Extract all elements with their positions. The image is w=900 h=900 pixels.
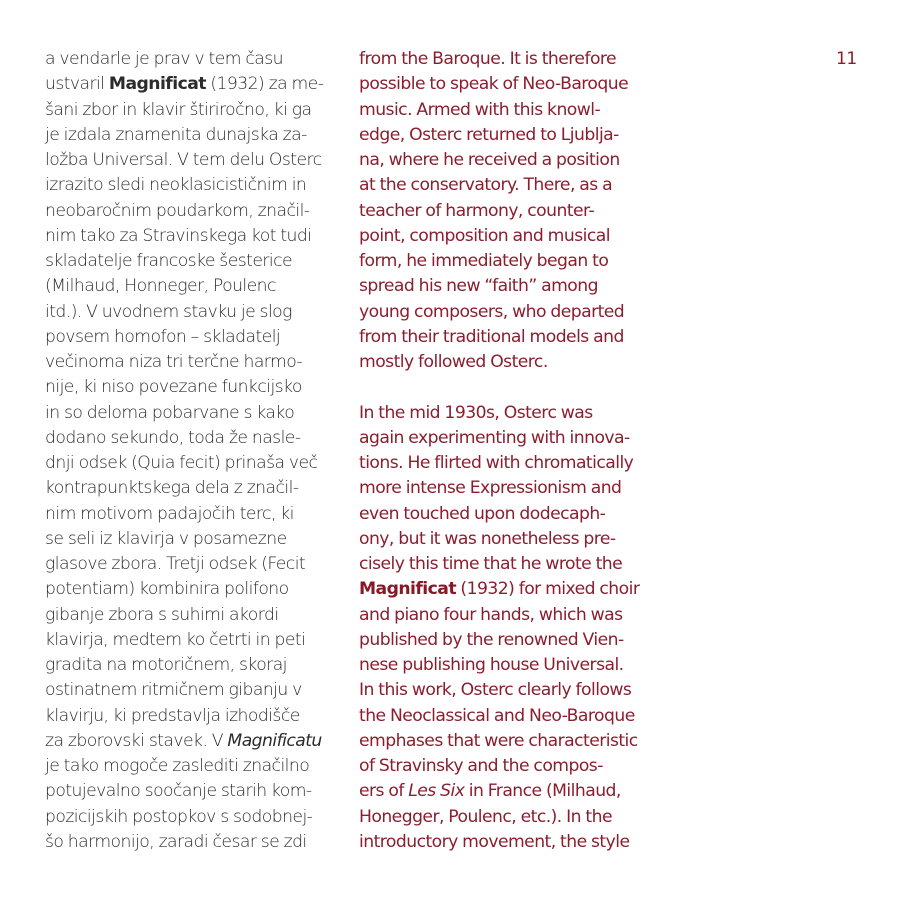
line-text: za zborovski stavek. V bbox=[45, 730, 228, 751]
text-line bbox=[45, 704, 300, 729]
line-text: itd.). V uvodnem stavku je slog bbox=[45, 301, 292, 322]
bold-title: Magnificat bbox=[359, 579, 457, 600]
text-line bbox=[359, 300, 624, 325]
text-line bbox=[359, 173, 612, 198]
text-line bbox=[45, 199, 309, 224]
line-text: In the mid 1930s, Osterc was bbox=[359, 402, 593, 423]
line-text: form, he immediately began to bbox=[359, 251, 609, 271]
line-text: šo harmonijo, zaradi česar se zdi bbox=[45, 831, 307, 852]
text-line bbox=[359, 274, 598, 299]
line-text: nim motivom padajočih terc, ki bbox=[45, 503, 294, 524]
text-line bbox=[45, 729, 322, 754]
text-line bbox=[45, 779, 312, 804]
line-text: again experimenting with innova- bbox=[359, 427, 630, 448]
text-line bbox=[45, 47, 283, 72]
line-text: skladatelje francoske šesterice bbox=[45, 251, 293, 271]
line-text: potujevalno soočanje starih kom- bbox=[45, 781, 312, 802]
text-line bbox=[45, 325, 280, 350]
text-line bbox=[359, 426, 630, 451]
text-line bbox=[359, 502, 605, 527]
text-line bbox=[45, 830, 307, 855]
line-text: nim tako za Stravinskega kot tudi bbox=[45, 225, 312, 246]
line-text: šani zbor in klavir štiriročno, ki ga bbox=[45, 99, 312, 120]
line-text: edge, Osterc returned to Ljublja- bbox=[359, 124, 619, 145]
text-line bbox=[359, 830, 630, 855]
line-text: possible to speak of Neo-Baroque bbox=[359, 74, 629, 95]
line-text: from their traditional models and bbox=[359, 326, 624, 347]
slovenian-text-column bbox=[45, 47, 340, 855]
line-text: klavirju, ki predstavlja izhodišče bbox=[45, 705, 300, 726]
line-text: ony, but it was nonetheless pre- bbox=[359, 528, 616, 549]
text-line bbox=[45, 375, 302, 400]
text-line bbox=[45, 451, 317, 476]
line-text: kontrapunktskega dela z značil- bbox=[45, 478, 299, 499]
line-text: more intense Expressionism and bbox=[359, 478, 622, 499]
italic-title: Magnificatu bbox=[227, 730, 322, 751]
text-line bbox=[45, 552, 305, 577]
text-line bbox=[45, 300, 292, 325]
line-text: je tako mogoče zaslediti značilno bbox=[45, 756, 310, 776]
text-line bbox=[45, 72, 323, 97]
text-line bbox=[45, 603, 279, 628]
line-text: tions. He flirted with chromatically bbox=[359, 453, 634, 473]
text-line bbox=[359, 98, 600, 123]
text-line bbox=[359, 325, 624, 350]
text-line bbox=[45, 426, 301, 451]
text-line bbox=[45, 98, 311, 123]
line-text: of Stravinsky and the compos- bbox=[359, 756, 603, 776]
text-line bbox=[45, 678, 302, 703]
text-line bbox=[359, 350, 548, 375]
line-text: point, composition and musical bbox=[359, 225, 610, 246]
line-text: neobaročnim poudarkom, značil- bbox=[45, 200, 310, 221]
text-line bbox=[45, 350, 302, 375]
line-text: in France (Milhaud, bbox=[464, 781, 621, 802]
line-text: published by the renowned Vien- bbox=[359, 629, 624, 650]
text-line bbox=[359, 603, 623, 628]
line-text: dodano sekundo, toda že nasle- bbox=[45, 427, 301, 448]
line-text: (1932) for mixed choir bbox=[456, 579, 640, 600]
text-line bbox=[359, 678, 631, 703]
line-text: the Neoclassical and Neo-Baroque bbox=[359, 705, 635, 726]
text-line bbox=[359, 199, 594, 224]
paragraph-break bbox=[359, 375, 659, 400]
text-line bbox=[45, 653, 287, 678]
text-line bbox=[359, 628, 624, 653]
line-text: klavirja, medtem ko četrti in peti bbox=[45, 629, 306, 650]
bold-title: Magnificat bbox=[108, 74, 206, 95]
line-text: nije, ki niso povezane funkcijsko bbox=[45, 377, 302, 398]
line-text: glasove zbora. Tretji odsek (Fecit bbox=[45, 554, 306, 574]
line-text: ostinatnem ritmičnem gibanju v bbox=[45, 680, 302, 701]
line-text: povsem homofon – skladatelj bbox=[45, 326, 281, 347]
line-text: ložba Universal. V tem delu Osterc bbox=[45, 150, 322, 170]
page-number: 11 bbox=[836, 49, 857, 69]
text-line bbox=[359, 527, 616, 552]
text-line bbox=[359, 47, 616, 72]
text-line bbox=[45, 628, 305, 653]
text-line bbox=[45, 123, 307, 148]
text-line bbox=[45, 577, 289, 602]
line-text: ers of bbox=[359, 781, 409, 802]
line-text: young composers, who departed bbox=[359, 301, 625, 322]
text-line bbox=[359, 779, 621, 804]
line-text: at the conservatory. There, as a bbox=[359, 175, 613, 196]
line-text: ustvaril bbox=[45, 74, 109, 95]
line-text: mostly followed Osterc. bbox=[359, 352, 548, 372]
text-line bbox=[45, 502, 294, 527]
line-text: in so deloma pobarvane s kako bbox=[45, 402, 295, 423]
line-text: večinoma niza tri terčne harmo- bbox=[45, 352, 303, 372]
line-text: gradita na motoričnem, skoraj bbox=[45, 655, 287, 675]
english-text-column bbox=[359, 47, 659, 855]
line-text: teacher of harmony, counter- bbox=[359, 200, 595, 221]
text-line bbox=[359, 754, 603, 779]
text-line bbox=[359, 72, 628, 97]
text-line bbox=[359, 401, 593, 426]
text-line bbox=[359, 805, 612, 830]
line-text: na, where he received a position bbox=[359, 150, 620, 170]
text-line bbox=[45, 249, 292, 274]
line-text: potentiam) kombinira polifono bbox=[45, 579, 289, 600]
line-text: emphases that were characteristic bbox=[359, 730, 638, 751]
line-text: spread his new “faith” among bbox=[359, 276, 598, 297]
text-line bbox=[359, 577, 639, 602]
text-line bbox=[45, 274, 276, 299]
line-text: gibanje zbora s suhimi akordi bbox=[45, 604, 279, 625]
text-line bbox=[45, 754, 309, 779]
line-text: introductory movement, the style bbox=[359, 831, 630, 852]
text-line bbox=[45, 805, 312, 830]
italic-title: Les Six bbox=[408, 781, 465, 802]
text-line bbox=[45, 224, 311, 249]
text-line bbox=[359, 249, 608, 274]
line-text: (Milhaud, Honneger, Poulenc bbox=[45, 276, 276, 297]
text-line bbox=[45, 476, 299, 501]
text-line bbox=[359, 123, 619, 148]
text-line bbox=[45, 527, 287, 552]
line-text: and piano four hands, which was bbox=[359, 604, 623, 625]
line-text: a vendarle je prav v tem času bbox=[45, 49, 283, 69]
line-text: from the Baroque. It is therefore bbox=[359, 49, 617, 69]
line-text: Honegger, Poulenc, etc.). In the bbox=[359, 806, 612, 827]
line-text: se seli iz klavirja v posamezne bbox=[45, 528, 287, 549]
text-line bbox=[45, 148, 322, 173]
line-text: izrazito sledi neoklasicističnim in bbox=[45, 175, 307, 196]
text-line bbox=[359, 704, 635, 729]
text-line bbox=[359, 653, 624, 678]
line-text: dnji odsek (Quia fecit) prinaša več bbox=[45, 453, 318, 473]
line-text: cisely this time that he wrote the bbox=[359, 554, 623, 574]
line-text: nese publishing house Universal. bbox=[359, 655, 624, 675]
text-line bbox=[359, 476, 621, 501]
text-line bbox=[45, 173, 306, 198]
text-line bbox=[359, 729, 638, 754]
text-line bbox=[359, 148, 620, 173]
text-line bbox=[359, 224, 610, 249]
line-text: pozicijskih postopkov s sodobnej- bbox=[45, 806, 313, 827]
text-line bbox=[45, 401, 294, 426]
line-text: (1932) za me- bbox=[205, 74, 324, 95]
line-text: In this work, Osterc clearly follows bbox=[359, 680, 632, 701]
text-line bbox=[359, 552, 622, 577]
line-text: je izdala znamenita dunajska za- bbox=[45, 124, 307, 145]
line-text: music. Armed with this knowl- bbox=[359, 99, 601, 120]
text-line bbox=[359, 451, 633, 476]
line-text: even touched upon dodecaph- bbox=[359, 503, 606, 524]
